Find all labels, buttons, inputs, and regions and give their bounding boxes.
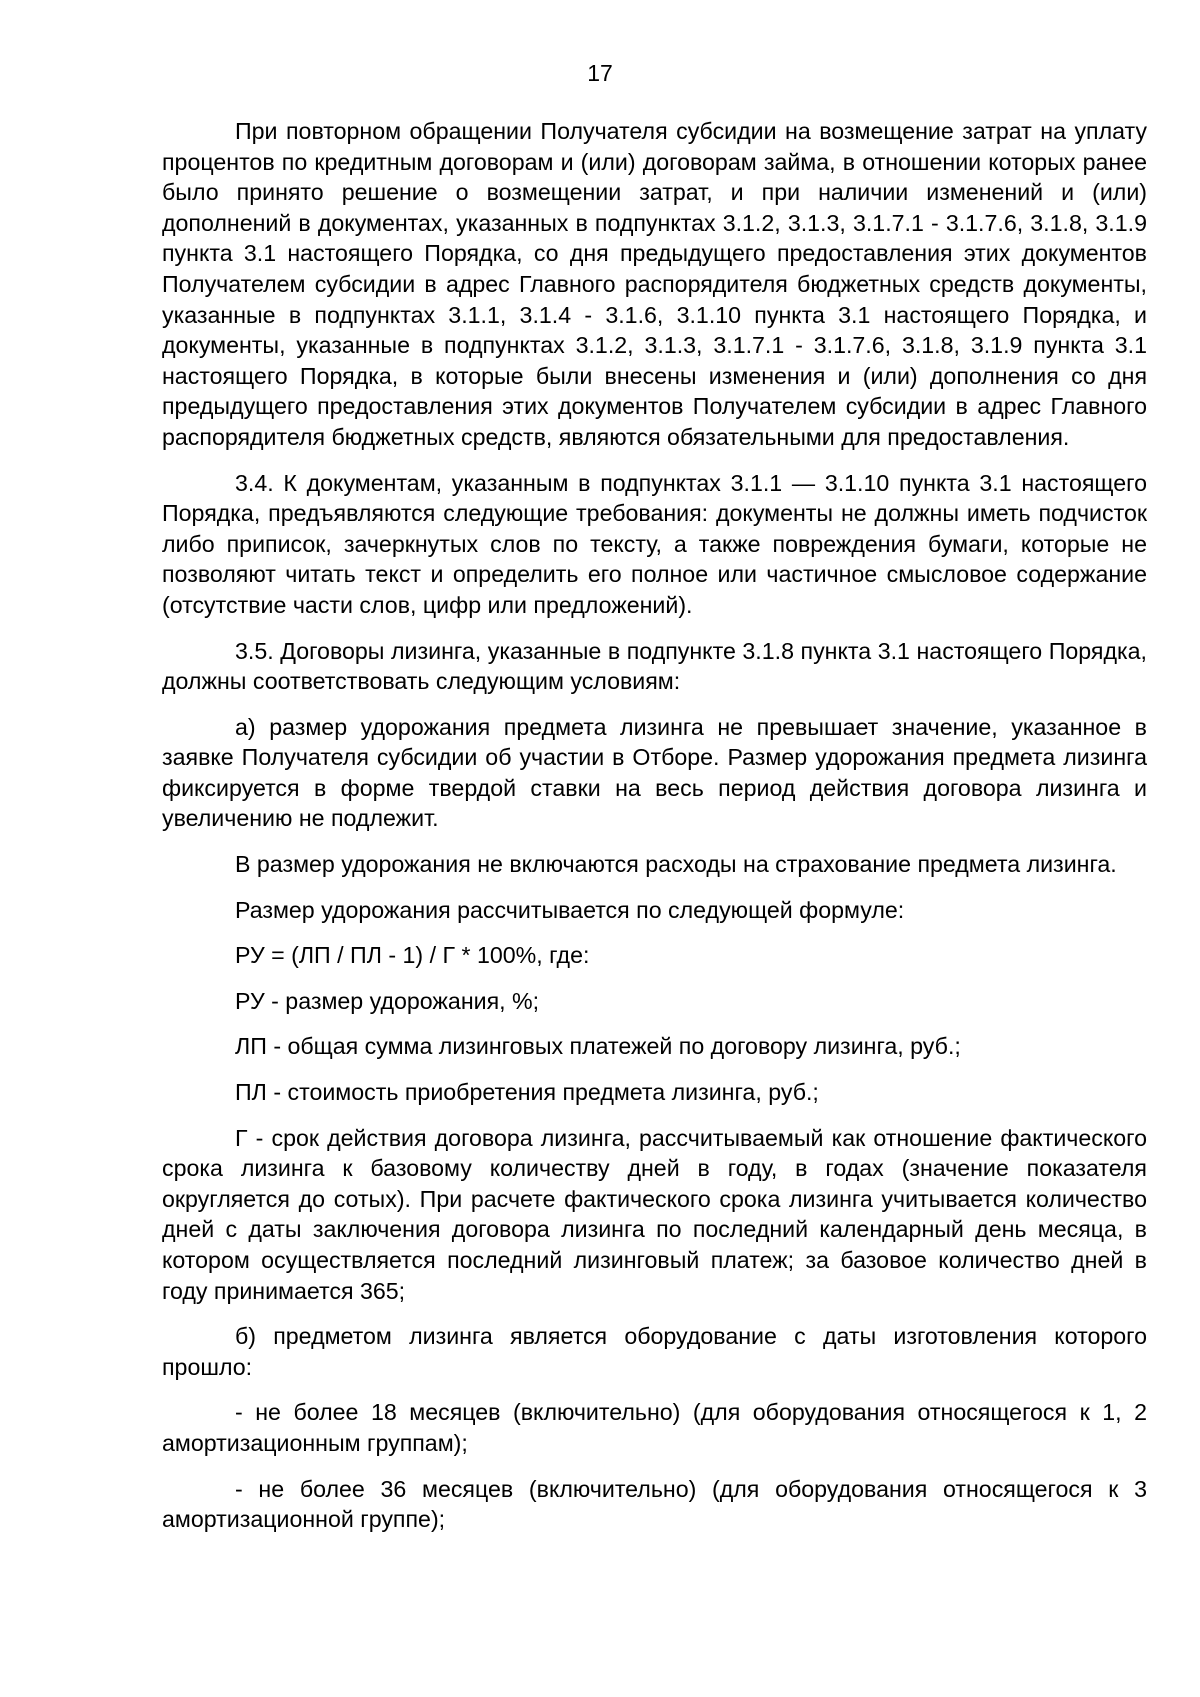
paragraph-def-lp: ЛП - общая сумма лизинговых платежей по договору лизинга, руб.;: [235, 1033, 961, 1060]
paragraph-formula: РУ = (ЛП / ПЛ - 1) / Г * 100%, где:: [235, 942, 590, 969]
paragraph-3-4: 3.4. К документам, указанным в подпунктах 3.1.1 — 3.1.10 пункта 3.1 настоящего Порядка, предъявляются следующие требования: документы не должны иметь подчисток либо приписок, зачеркнутых слов по тексту, а также повреждения бумаги, которые не позволяют читать текст и определить его полное или частичное смысловое содержание (отсутствие части слов, цифр или предложений).: [162, 469, 1147, 618]
paragraph-insurance-exclusion: В размер удорожания не включаются расходы на страхование предмета лизинга.: [235, 851, 1117, 878]
paragraph-def-g: Г - срок действия договора лизинга, рассчитываемый как отношение фактического срока лизинга к базовому количеству дней в году, в годах (значение показателя округляется до сотых). При расчете фактического срока лизинга учитывается количество дней с даты заключения договора лизинга по последний календарный день месяца, в котором осуществляется последний лизинговый платеж; за базовое количество дней в году принимается 365;: [162, 1124, 1147, 1304]
paragraph-item-b-36-months: - не более 36 месяцев (включительно) (для оборудования относящегося к 3 амортизационной группе);: [162, 1475, 1147, 1533]
page-number: 17: [587, 60, 613, 86]
paragraph-item-b: б) предметом лизинга является оборудование с даты изготовления которого прошло:: [162, 1323, 1147, 1380]
paragraph-def-pl: ПЛ - стоимость приобретения предмета лизинга, руб.;: [235, 1079, 819, 1106]
paragraph-formula-intro: Размер удорожания рассчитывается по следующей формуле:: [235, 896, 905, 923]
document-body: [162, 116, 1147, 1535]
paragraph-item-a: а) размер удорожания предмета лизинга не превышает значение, указанное в заявке Получателя субсидии об участии в Отборе. Размер удорожания предмета лизинга фиксируется в форме твердой ставки на весь период действия договора лизинга и увеличению не подлежит.: [162, 713, 1147, 832]
paragraph-item-b-18-months: - не более 18 месяцев (включительно) (для оборудования относящегося к 1, 2 амортизационным группам);: [162, 1399, 1147, 1456]
paragraph-def-ru: РУ - размер удорожания, %;: [235, 987, 540, 1014]
paragraph-repeat-application: При повторном обращении Получателя субсидии на возмещение затрат на уплату процентов по кредитным договорам и (или) договорам займа, в отношении которых ранее было принято решение о возмещении затрат, и при наличии изменений и (или) дополнений в документах, указанных в подпунктах 3.1.2, 3.1.3, 3.1.7.1 - 3.1.7.6, 3.1.8, 3.1.9 пункта 3.1 настоящего Порядка, со дня предыдущего предоставления этих документов Получателем субсидии в адрес Главного распорядителя бюджетных средств документы, указанные в подпунктах 3.1.1, 3.1.4 - 3.1.6, 3.1.10 пункта 3.1 настоящего Порядка, и документы, указанные в подпунктах 3.1.2, 3.1.3, 3.1.7.1 - 3.1.7.6, 3.1.8, 3.1.9 пункта 3.1 настоящего Порядка, в которые были внесены изменения и (или) дополнения со дня предыдущего предоставления этих документов Получателем субсидии в адрес Главного распорядителя бюджетных средств, являются обязательными для предоставления.: [162, 118, 1147, 450]
paragraph-3-5: 3.5. Договоры лизинга, указанные в подпункте 3.1.8 пункта 3.1 настоящего Порядка, должны соответствовать следующим условиям:: [162, 637, 1147, 695]
